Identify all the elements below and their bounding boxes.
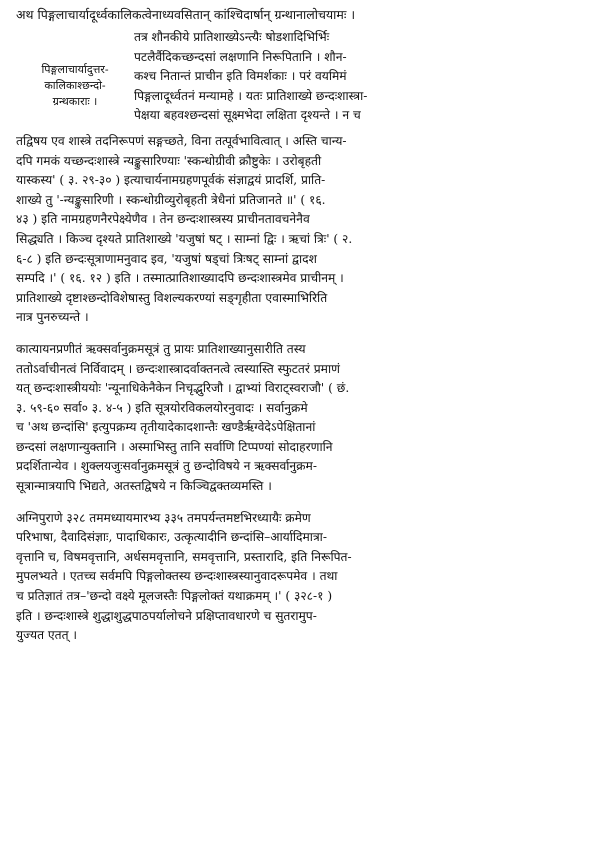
text-line: च प्रतिज्ञातं तत्र–'छन्दो वक्ष्ये मूलजस्तैः पिङ्गलोक्तं यथाक्रमम् ।' ( ३२८-१ )	[16, 589, 333, 604]
para3	[16, 509, 586, 646]
text-line: प्रदर्शितान्येव । शुक्लयजुःसर्वानुक्रमसूत्रं तु छन्दोविषये न ऋक्सर्वानुक्रम-	[16, 459, 317, 474]
para1-block	[16, 28, 586, 126]
text-line: कात्यायनप्रणीतं ऋक्सर्वानुक्रमसूत्रं तु प्रायः प्रातिशाख्यानुसारीति तस्य	[16, 341, 306, 356]
text-line: ६-८ ) इति छन्दःसूत्राणामनुवाद इव, 'यजुषां षड्चां त्रिःषट् साम्नां द्वादश	[16, 251, 317, 266]
text-line: तत्र शौनकीये प्रातिशाख्येऽन्त्यैः षोडशादिभिर्भिः	[134, 30, 330, 44]
text-line: यत् छन्दःशास्त्रीययोः 'न्यूनाधिकेनैकेन निचृद्भुरिजौ । द्वाभ्यां विराट्स्वराजौ' ( छं.	[16, 381, 350, 396]
text-line: च 'अथ छन्दांसि' इत्युपक्रम्य तृतीयादेकादशान्तैः खण्डैर्ऋग्वेदेऽपेक्षितानां	[16, 420, 316, 435]
para1-full	[16, 132, 586, 328]
margin-note-line: ग्रन्थकाराः ।	[52, 95, 98, 108]
text-line: युज्यत एतत् ।	[16, 628, 78, 643]
text-line: नात्र पुनरुच्यन्ते ।	[16, 310, 89, 325]
text-line: ३. ५९-६० सर्वा० ३. ४-५ ) इति सूत्रयोरविकलयोरनुवादः । सर्वानुक्रमे	[16, 400, 308, 415]
text-line: परिभाषा, दैवादिसंज्ञाः, पादाधिकारः, उत्कृत्यादीनि छन्दांसि–आर्यादिमात्रा-	[16, 530, 327, 545]
text-line: कश्च नितान्तं प्राचीन इति विमर्शकाः । परं वयमिमं	[134, 69, 347, 84]
text-line: अग्निपुराणे ३२८ तममध्यायमारभ्य ३३५ तमपर्यन्तमष्टभिरध्यायैः क्रमेण	[16, 510, 311, 525]
text-line: शाख्ये तु '-न्यङ्कुसारिणी । स्कन्धोग्रीव्युरोबृहती त्रेधैनां प्रतिजानते ॥' ( १६.	[16, 192, 326, 207]
text-line: पिङ्गलादूर्ध्वतनं मन्यामहे । यतः प्रातिशाख्ये छन्दःशास्त्रा-	[134, 88, 368, 103]
text-line: छन्दसां लक्षणान्युक्तानि । अस्माभिस्तु तानि सर्वाणि टिप्पण्यां सोदाहरणानि	[16, 439, 333, 454]
para1-side-text	[134, 28, 586, 126]
text-line: ४३ ) इति नामग्रहणनैरपेक्ष्येणैव । तेन छन्दःशास्त्रस्य प्राचीनतावचनेनैव	[16, 212, 310, 227]
text-line: ततोऽर्वाचीनत्वं निर्विवादम् । छन्दःशास्त्रादर्वाक्तनत्वे त्वस्यास्ति स्फुटतरं प्रमाणं	[16, 361, 340, 376]
text-line: पटलैर्वैदिकच्छन्दसां लक्षणानि निरूपितानि । शौन-	[134, 49, 347, 64]
text-line: इति । छन्दःशास्त्रे शुद्धाशुद्धपाठपर्यालोचने प्रक्षिप्तावधारणे च सुतरामुप-	[16, 608, 317, 623]
text-line: मुपलभ्यते । एतच्च सर्वमपि पिङ्गलोक्तस्य छन्दःशास्त्रस्यानुवादरूपमेव । तथा	[16, 569, 338, 584]
text-line: यास्कस्य' ( ३. २९-३० ) इत्याचार्यनामग्रहणपूर्वकं संज्ञाद्वयं प्रादर्शि, प्राति-	[16, 173, 326, 188]
text-line: वृत्तानि च, विषमवृत्तानि, अर्धसमवृत्तानि, समवृत्तानि, प्रस्तारादि, इति निरूपित-	[16, 549, 352, 564]
text-line: दपि गमकं यच्छन्दःशास्त्रे न्यङ्कुसारिण्याः 'स्कन्धोग्रीवी क्रौष्टुकेः । उरोबृहती	[16, 153, 322, 168]
text-line: सूत्रान्मात्रयापि भिद्यते, अतस्तद्विषये न किञ्चिद्वक्तव्यमस्ति ।	[16, 479, 272, 494]
margin-note	[16, 28, 134, 110]
para2	[16, 340, 586, 497]
text-line: सम्पदि ।' ( १६. १२ ) इति । तस्मात्प्रातिशाख्यादपि छन्दःशास्त्रमेव प्राचीनम् ।	[16, 271, 344, 286]
page-header: अथ पिङ्गलाचार्यादूर्ध्वकालिकत्वेनाध्यवसितान् कांश्चिदार्षान् ग्रन्थानालोचयामः ।	[16, 7, 356, 22]
margin-note-line: पिङ्गलाचार्यादुत्तर-	[41, 63, 109, 76]
text-line: पेक्षया बहवश्छन्दसां सूक्ष्मभेदा लक्षिता दृश्यन्ते । न च	[134, 108, 361, 123]
margin-note-line: कालिकाश्छन्दो-	[44, 79, 106, 92]
text-line: प्रातिशाख्ये दृष्टाश्छन्दोविशेषास्तु विशल्यकरण्यां सङ्गृहीता एवास्माभिरिति	[16, 290, 328, 305]
text-line: तद्विषय एव शास्त्रे तदनिरूपणं सङ्गच्छते, विना तत्पूर्वभावित्वात् । अस्ति चान्य-	[16, 133, 347, 148]
text-line: सिद्ध्यति । किञ्च दृश्यते प्रातिशाख्ये 'यजुषां षट् । साम्नां द्विः । ऋचां त्रिः' ( २.	[16, 231, 353, 246]
